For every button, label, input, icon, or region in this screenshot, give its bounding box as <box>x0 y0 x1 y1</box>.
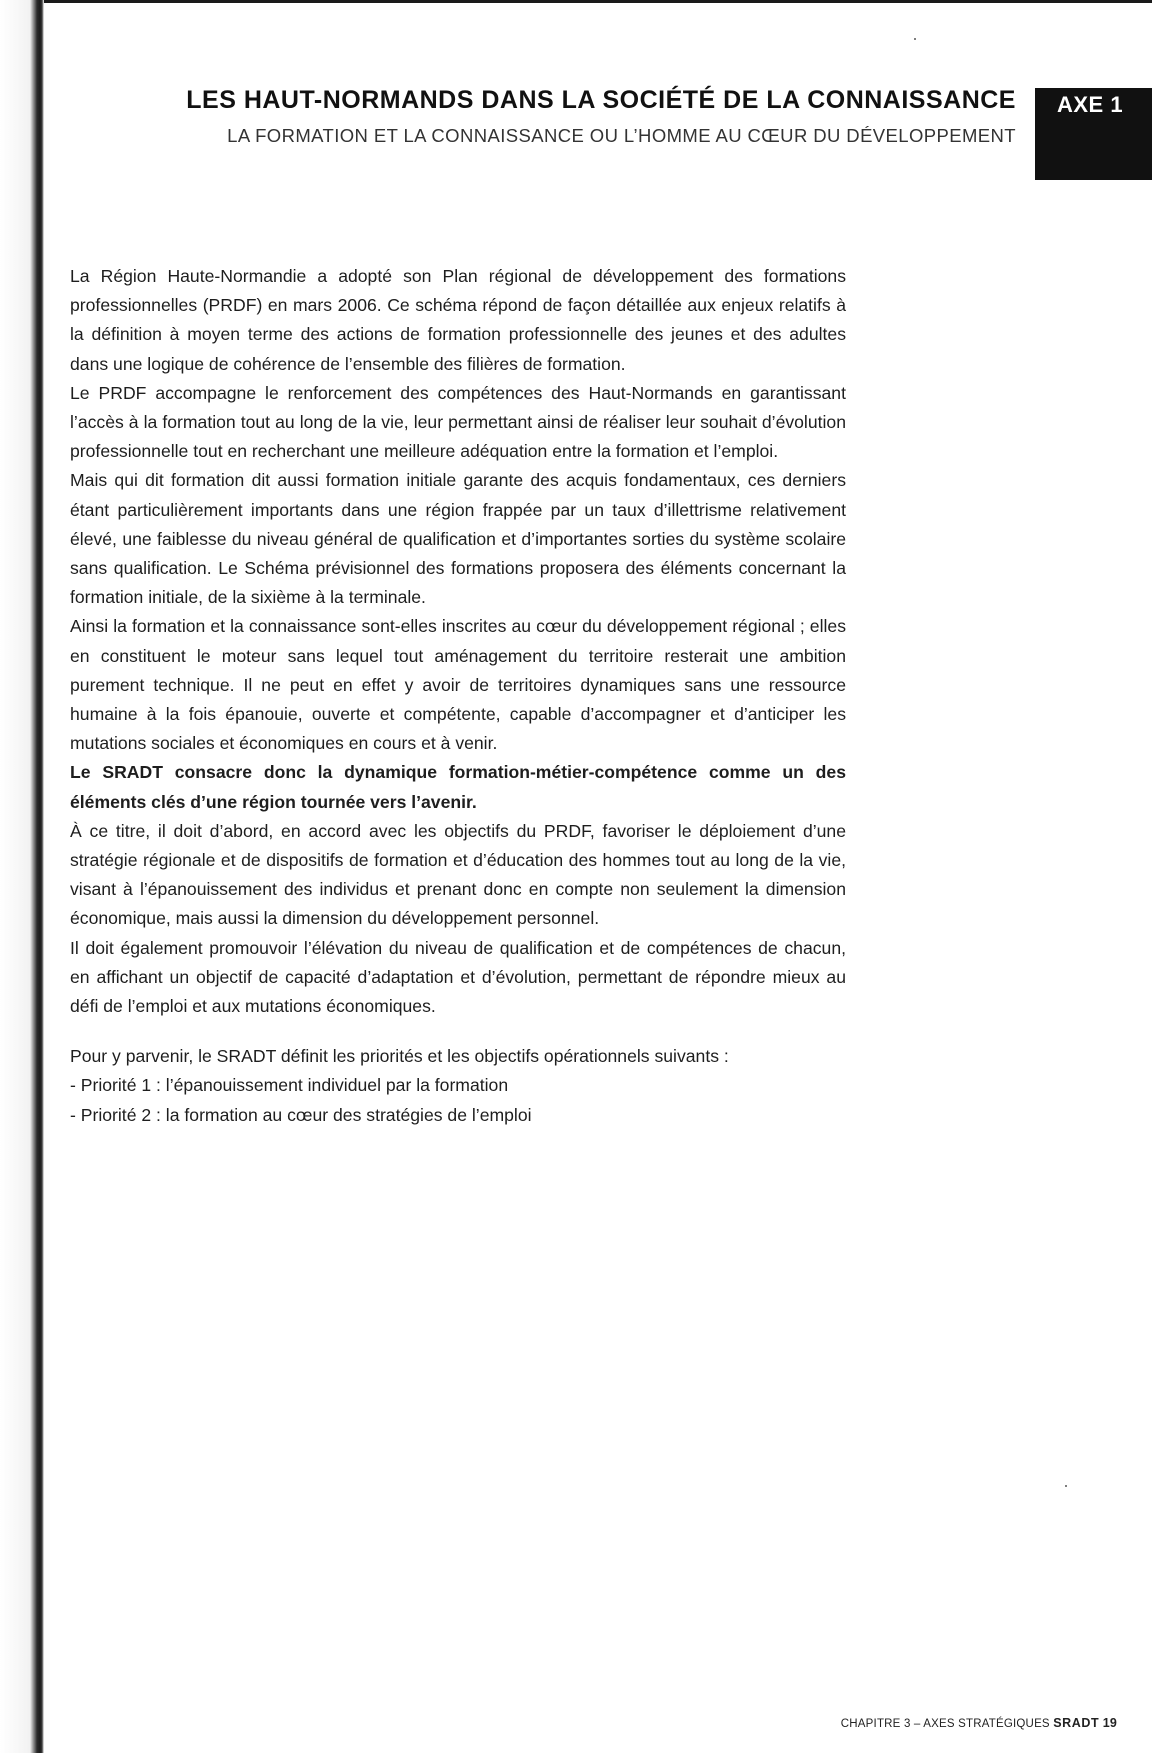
scan-speck <box>1065 1485 1067 1487</box>
list-item: - Priorité 1 : l’épanouissement individuel par la formation <box>70 1075 509 1096</box>
paragraph-1: La Région Haute-Normandie a adopté son Plan régional de développement des formations professionnelles (PRDF) en mars 2006. Ce schéma répond de façon détaillée aux enjeux relatifs à la définition à moyen terme des actions de formation professionnelle des jeunes et des adultes dans une logique de cohérence de l’ensemble des filières de formation. <box>70 266 846 374</box>
page-header <box>186 86 1016 147</box>
page-footer <box>841 1716 1117 1730</box>
axe-badge <box>1035 88 1152 180</box>
paragraph-4: Ainsi la formation et la connaissance sont-elles inscrites au cœur du développement régional ; elles en constituent le moteur sans lequel tout aménagement du territoire resterait une ambition purement technique. Il ne peut en effet y avoir de territoires dynamiques sans une ressource humaine à la fois épanouie, ouverte et compétente, capable d’accompagner et d’anticiper les mutations sociales et économiques en cours et à venir. <box>70 616 846 754</box>
page-title: LES HAUT-NORMANDS DANS LA SOCIÉTÉ DE LA CONNAISSANCE <box>186 86 1016 114</box>
page-subtitle: LA FORMATION ET LA CONNAISSANCE OU L’HOMME AU CŒUR DU DÉVELOPPEMENT <box>227 125 1016 146</box>
paragraph-2: Le PRDF accompagne le renforcement des compétences des Haut-Normands en garantissant l’accès à la formation tout au long de la vie, leur permettant ainsi de réaliser leur souhait d’évolution professionnelle tout en recherchant une meilleure adéquation entre la formation et l’emploi. <box>70 382 846 462</box>
page-number: 19 <box>1102 1716 1117 1730</box>
list-item: - Priorité 2 : la formation au cœur des stratégies de l’emploi <box>70 1104 532 1125</box>
paragraph-5-emphasis: Le SRADT consacre donc la dynamique formation-métier-compétence comme un des éléments clés d’une région tournée vers l’avenir. <box>70 762 846 812</box>
axe-badge-label: AXE 1 <box>1057 92 1124 117</box>
paragraph-3: Mais qui dit formation dit aussi formation initiale garante des acquis fondamentaux, ces derniers étant particulièrement importants dans une région frappée par un taux d’illettrisme relativement élevé, une faiblesse du niveau général de qualification et d’importantes sorties du système scolaire sans qualification. Le Schéma prévisionnel des formations proposera des éléments concernant la formation initiale, de la sixième à la terminale. <box>70 470 846 608</box>
list-intro: Pour y parvenir, le SRADT définit les priorités et les objectifs opérationnels suivants : <box>70 1046 729 1067</box>
footer-chapter: CHAPITRE 3 – AXES STRATÉGIQUES <box>840 1718 1050 1730</box>
paragraph-6: À ce titre, il doit d’abord, en accord avec les objectifs du PRDF, favoriser le déploiement d’une stratégie régionale et de dispositifs de formation et d’éducation des hommes tout au long de la vie, visant à l’épanouissement des individus et prenant donc en compte non seulement la dimension économique, mais aussi la dimension du développement personnel. <box>70 820 846 929</box>
paragraph-gap <box>70 1021 846 1042</box>
page-binding-edge <box>0 0 44 1753</box>
footer-brand: SRADT <box>1053 1716 1100 1730</box>
paragraph-7: Il doit également promouvoir l’élévation du niveau de qualification et de compétences de chacun, en affichant un objectif de capacité d’adaptation et d’évolution, permettant de répondre mieux au défi de l’emploi et aux mutations économiques. <box>70 937 846 1017</box>
body-text <box>70 262 846 1130</box>
scan-speck <box>914 38 916 40</box>
scan-top-edge <box>44 0 1152 3</box>
